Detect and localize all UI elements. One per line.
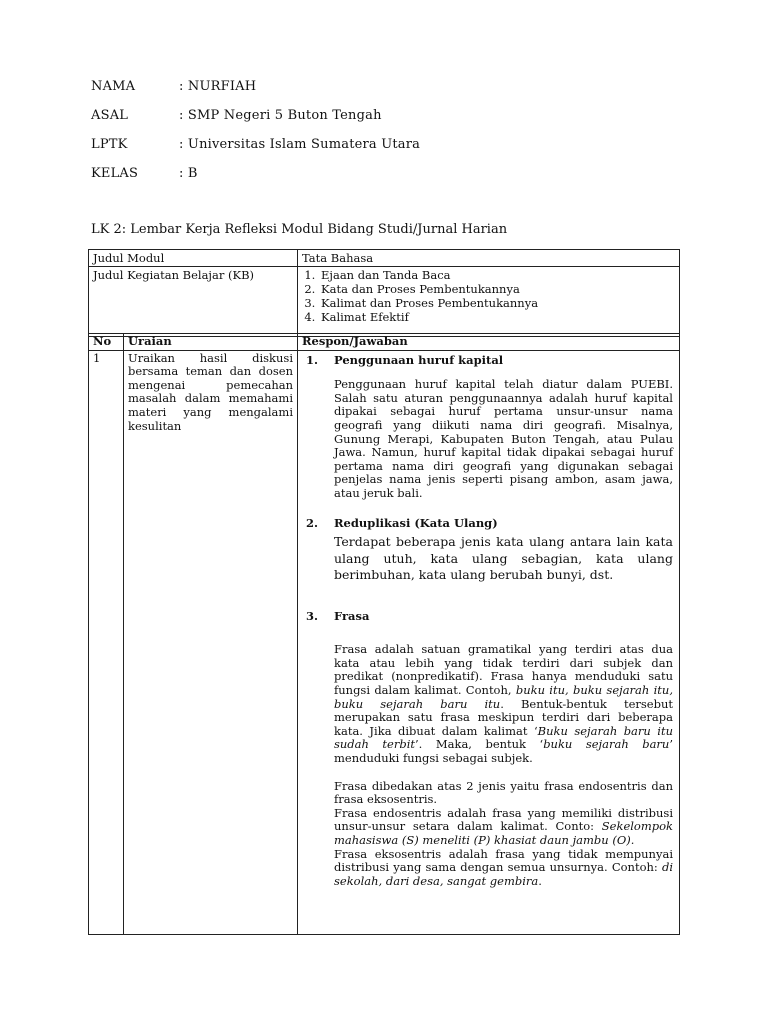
value-kelas: : B	[179, 166, 198, 181]
table-row	[89, 350, 680, 934]
label-kelas: KELAS	[91, 166, 139, 181]
value-lptk: : Universitas Islam Sumatera Utara	[179, 137, 421, 152]
module-table	[88, 249, 680, 337]
label-nama: NAMA	[91, 79, 136, 94]
section-paragraph: Penggunaan huruf kapital telah diatur dalam PUEBI. Salah satu aturan penggunaannya adalah huruf kapital dipakai sebagai huruf pertama unsur-unsur nama geografi yang diikuti nama diri geografi. Misalnya, Gunung Merapi, Kabupaten Buton Tengah, atau Pulau Jawa. Namun, huruf kapital tidak dipakai sebagai huruf pertama nama diri geografi yang digunakan sebagai penjelas nama jenis seperti pisang ambon, asam jawa, atau jeruk bali.	[334, 377, 673, 500]
value-nama: : NURFIAH	[179, 79, 257, 94]
section-title: Frasa	[334, 608, 370, 623]
header-respon: Respon/Jawaban	[298, 334, 680, 351]
section-reduplication-heading	[306, 517, 673, 531]
endocentric-example: Sekelompok mahasiswa (S) meneliti (P) khasiat daun jambu (O).	[334, 819, 674, 847]
reflection-table	[88, 333, 680, 935]
kb-item: 3. Kalimat dan Proses Pembentukannya	[319, 296, 675, 310]
kb-list-cell	[298, 267, 680, 337]
worksheet-title: LK 2: Lembar Kerja Refleksi Modul Bidang Studi/Jurnal Harian	[91, 222, 508, 237]
phrase-examples: buku itu, buku sejarah itu, buku sejarah baru itu	[334, 683, 673, 711]
section-number: 1.	[306, 352, 319, 367]
module-label: Judul Modul	[89, 250, 298, 267]
section-number: 3.	[306, 608, 319, 623]
section-capital-letters-heading	[306, 354, 673, 368]
section-phrase-heading	[306, 610, 673, 624]
phrase-types-paragraph: Frasa dibedakan atas 2 jenis yaitu frasa endosentris dan frasa eksosentris. Frasa endosentris adalah frasa yang memiliki distribusi unsur-unsur setara dalam kalimat. Conto: Sekelompok mahasiswa (S) meneliti (P) khasiat daun jambu (O). Frasa eksosentris adalah frasa yang tidak mempunyai distribusi yang sama dengan semua unsurnya. Contoh: di sekolah, dari desa, sangat gembira.	[334, 778, 674, 888]
section-capital-letters-body	[306, 378, 673, 500]
kb-item: 4. Kalimat Efektif	[319, 310, 675, 324]
phrase-subject-example: buku sejarah baru	[543, 737, 670, 752]
row-uraian: Uraikan hasil diskusi bersama teman dan dosen mengenai pemecahan masalah dalam memahami materi yang mengalami kesulitan	[124, 350, 298, 934]
kb-label: Judul Kegiatan Belajar (KB)	[89, 267, 298, 337]
header-no: No	[89, 334, 124, 351]
table-header-row	[89, 334, 680, 351]
exocentric-example: di sekolah, dari desa, sangat gembira	[334, 860, 673, 888]
kb-list	[302, 268, 675, 324]
row-response	[298, 350, 680, 934]
kb-item: 2. Kata dan Proses Pembentukannya	[319, 282, 675, 296]
section-title: Reduplikasi (Kata Ulang)	[334, 515, 498, 530]
label-lptk: LPTK	[91, 137, 128, 152]
section-number: 2.	[306, 515, 319, 530]
section-phrase-body	[306, 643, 673, 888]
module-row	[89, 250, 680, 267]
kb-item: 1. Ejaan dan Tanda Baca	[319, 268, 675, 282]
phrase-sentence-example: Buku sejarah baru itu sudah terbit	[334, 723, 674, 752]
value-asal: : SMP Negeri 5 Buton Tengah	[179, 108, 382, 123]
header-uraian: Uraian	[124, 334, 298, 351]
row-number: 1	[89, 350, 124, 934]
section-title: Penggunaan huruf kapital	[334, 352, 504, 367]
label-asal: ASAL	[91, 108, 129, 123]
kb-row	[89, 267, 680, 337]
phrase-definition-paragraph: Frasa adalah satuan gramatikal yang terdiri atas dua kata atau lebih yang tidak terdiri dari subjek dan predikat (nonpredikatif). Frasa hanya menduduki satu fungsi dalam kalimat. Contoh, buku itu, buku sejarah itu, buku sejarah baru itu. Bentuk-bentuk tersebut merupakan satu frasa meskipun terdiri dari beberapa kata. Jika dibuat dalam kalimat ‘Buku sejarah baru itu sudah terbit’. Maka, bentuk ‘buku sejarah baru’ menduduki fungsi sebagai subjek.	[334, 642, 674, 765]
section-reduplication-body	[306, 534, 673, 584]
module-value: Tata Bahasa	[298, 250, 680, 267]
section-paragraph: Terdapat beberapa jenis kata ulang antara lain kata ulang utuh, kata ulang sebagian, kata ulang berimbuhan, kata ulang berubah bunyi, dst.	[334, 534, 673, 583]
